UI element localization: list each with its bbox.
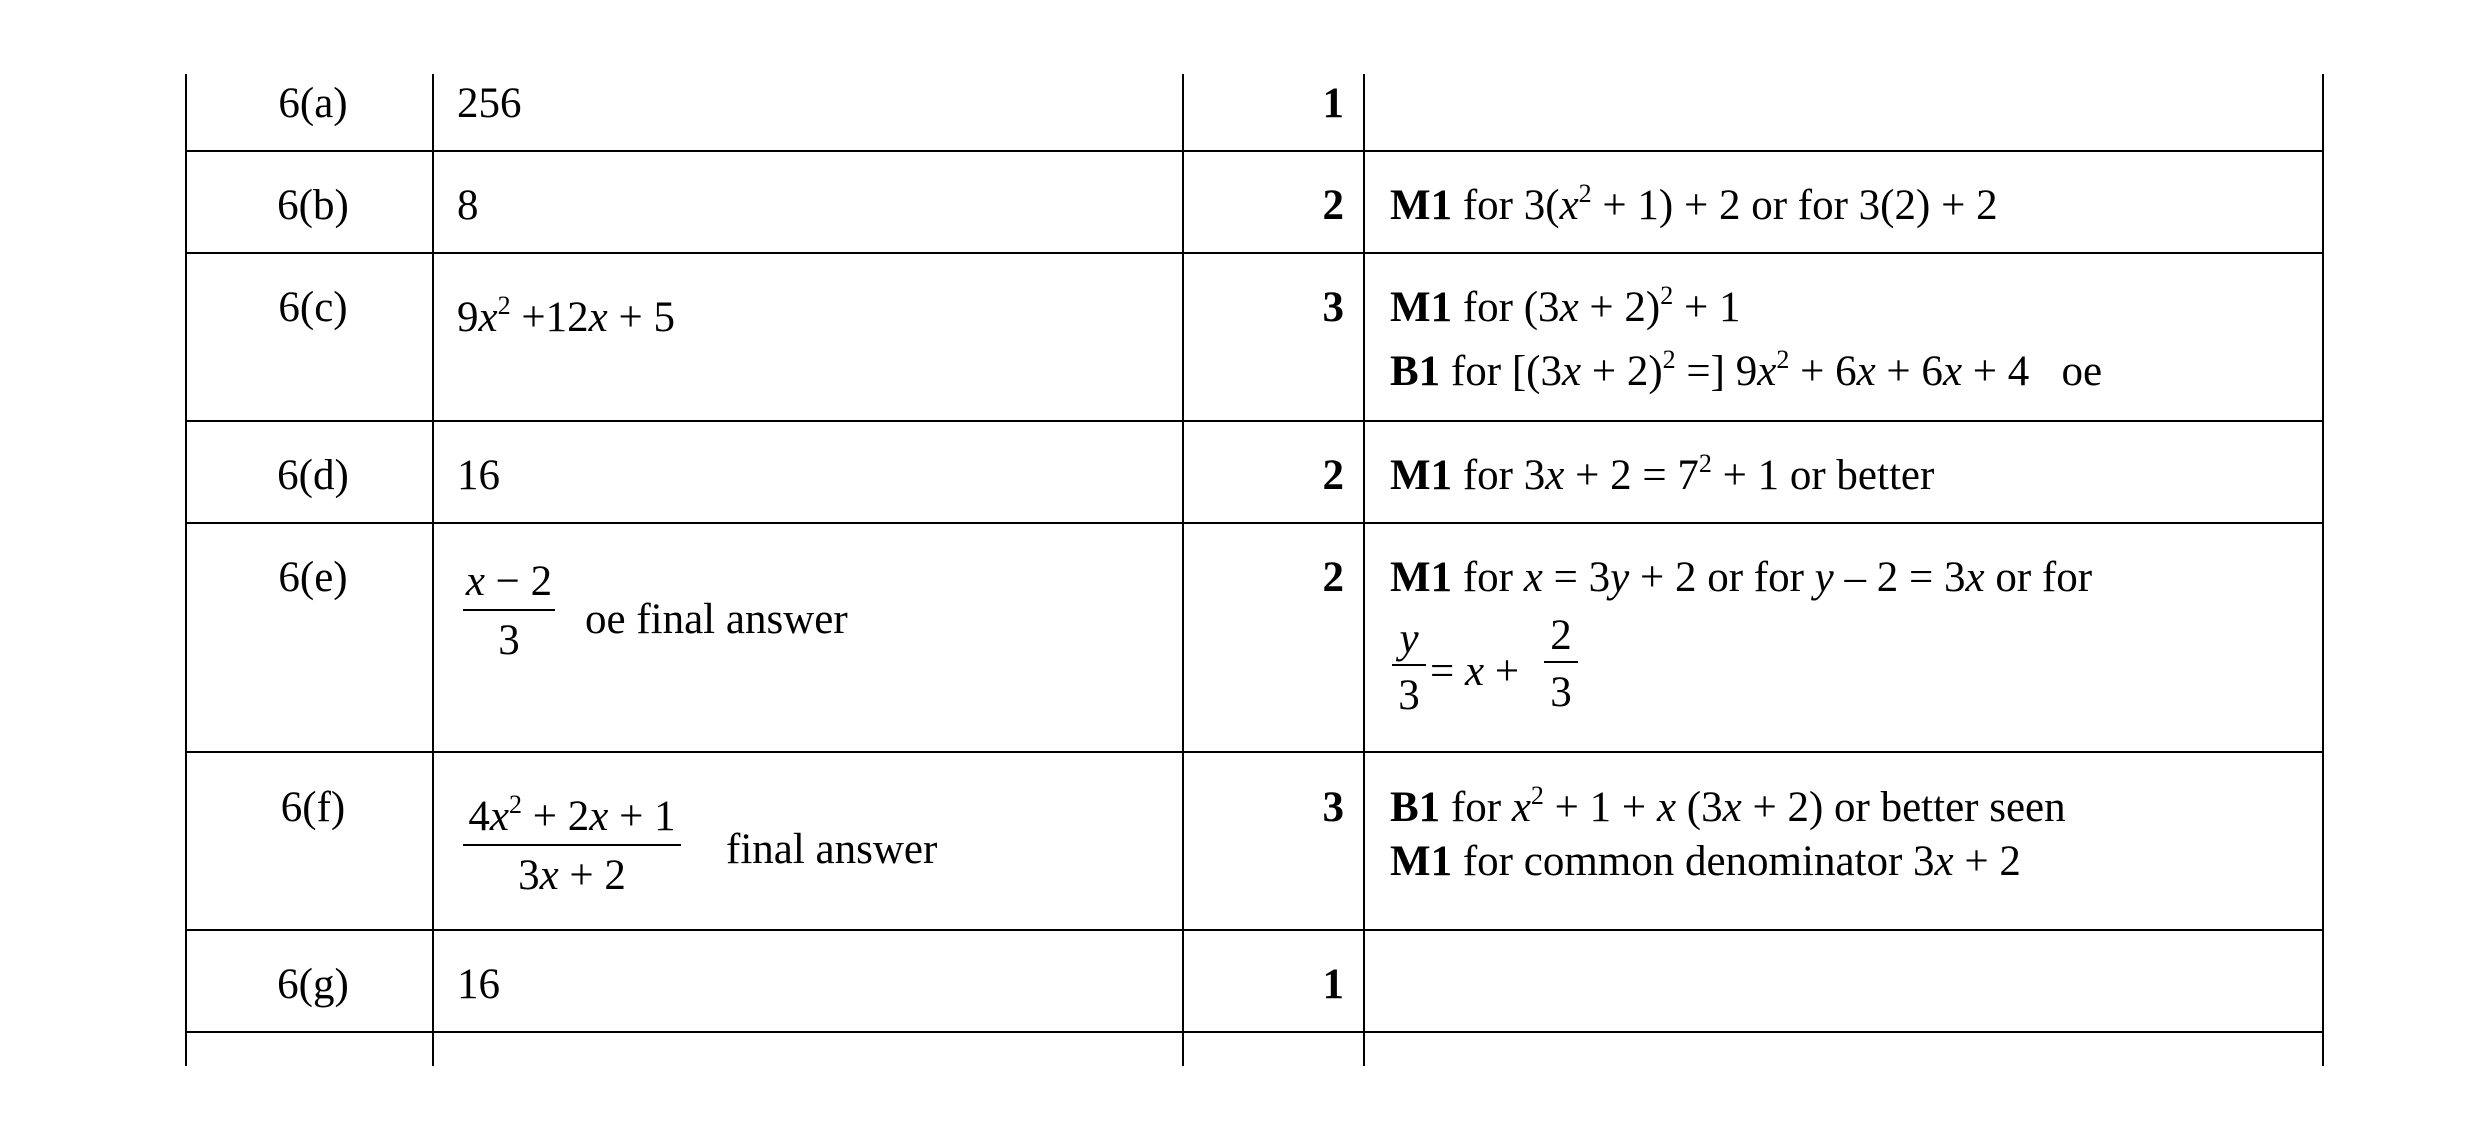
answer-var: x [489,793,509,840]
guidance-text: = [1430,648,1466,695]
fraction-denominator: 3 [498,617,520,664]
mark-code: M1 [1390,284,1453,331]
row-divider [185,150,2324,152]
fraction-numerator: 2 [1550,612,1572,659]
guidance-text: for [1462,554,1524,601]
guidance-text: – 2 = 3 [1833,554,1966,601]
mark-code: M1 [1390,554,1453,601]
mark: 1 [1322,961,1344,1008]
fraction-numerator: y [1399,615,1419,662]
answer: 256 [457,80,522,127]
answer-var: x [589,793,609,840]
mark: 2 [1322,554,1344,601]
superscript: 2 [508,790,522,819]
guidance-var: x [1722,784,1742,831]
mark: 3 [1322,784,1344,831]
answer-var: x [478,294,498,341]
guidance-var: x [1511,784,1531,831]
answer [457,291,675,341]
answer-fraction [463,560,555,662]
guidance-text: for 3( [1462,182,1560,229]
fraction-bar [463,844,681,846]
superscript: 2 [1660,281,1674,310]
guidance-text: + 1 + [1543,784,1657,831]
answer-text: +12 [510,294,589,341]
question-number: 6(d) [277,452,349,499]
answer-var: x [539,852,559,899]
mark: 2 [1322,452,1344,499]
fraction-bar [463,609,555,611]
answer-var: x [588,294,608,341]
guidance-var: x [1561,348,1582,395]
row-divider [185,420,2324,422]
guidance-text: + [1484,648,1520,695]
guidance-text: for [1450,784,1512,831]
guidance-fraction-2 [1544,614,1578,714]
guidance-text: + 2) [1578,284,1661,331]
answer-text: 9 [457,294,479,341]
answer-text: + 5 [607,294,675,341]
guidance [1390,179,1998,229]
fraction-bar [1392,664,1426,666]
guidance-fraction-1 [1392,617,1426,717]
mark: 2 [1322,182,1344,229]
mark-code: M1 [1390,838,1453,885]
answer-text: 3 [518,852,540,899]
guidance-var: x [1942,348,1963,395]
answer-suffix: oe final answer [585,596,848,643]
answer: 16 [457,961,500,1008]
superscript: 2 [1662,345,1676,374]
guidance-var: y [1814,554,1834,601]
question-number: 6(g) [277,961,349,1008]
guidance-line-2 [1390,345,2103,395]
row-divider [185,522,2324,524]
superscript: 2 [497,291,511,320]
fraction-numerator [463,560,555,603]
guidance-text: for common denominator 3 [1462,838,1935,885]
guidance-text: + 4 [1962,348,2030,395]
guidance-text: + 1) + 2 or for 3(2) + 2 [1591,182,1998,229]
guidance-var: x [1545,452,1565,499]
superscript: 2 [1578,179,1592,208]
guidance-var: x [1465,648,1485,695]
mark: 1 [1322,80,1344,127]
guidance-line-1 [1390,781,2066,831]
row-divider [185,751,2324,753]
guidance-text: for 3 [1462,452,1546,499]
guidance-text: + 6 [1875,348,1943,395]
guidance-line-1 [1390,281,1741,331]
guidance-var: x [1856,348,1876,395]
guidance-equation [1430,650,1519,693]
superscript: 2 [1776,345,1790,374]
guidance-var: y [1610,554,1630,601]
row-divider [185,252,2324,254]
answer: 16 [457,452,500,499]
guidance-text: for [(3 [1450,348,1562,395]
guidance-text: =] 9 [1675,348,1758,395]
mark: 3 [1322,284,1344,331]
guidance-text: + 2 or for [1629,554,1815,601]
answer-text: − 2 [484,558,553,605]
guidance-text: + 6 [1789,348,1857,395]
superscript: 2 [1530,781,1544,810]
question-number: 6(b) [277,182,349,229]
guidance-text: + 1 or better [1711,452,1935,499]
guidance-var: x [1934,838,1954,885]
fraction-denominator [463,854,681,897]
answer: 8 [457,182,479,229]
answer-fraction [463,790,681,899]
table-border-left [185,74,187,1066]
question-number: 6(e) [278,554,348,601]
guidance-text: or for [1984,554,2093,601]
mark-code: M1 [1390,452,1453,499]
guidance-text: + 1 [1673,284,1741,331]
answer-var: x [465,558,485,605]
guidance-var: x [1965,554,1985,601]
table-border-right [2322,74,2324,1066]
superscript: 2 [1698,449,1712,478]
question-number: 6(f) [280,784,346,831]
question-number: 6(a) [278,80,348,127]
guidance-var: x [1559,284,1579,331]
fraction-numerator [463,790,681,840]
mark-code: B1 [1390,784,1441,831]
guidance-text: oe [2061,348,2103,395]
answer-suffix: final answer [726,826,938,873]
answer-text: + 2 [521,793,590,840]
guidance-line-2 [1390,840,2021,883]
guidance-text: + 2) [1581,348,1663,395]
guidance-var: x [1757,348,1777,395]
guidance-text: + 2 = 7 [1564,452,1699,499]
fraction-bar [1544,661,1578,663]
guidance-text: (3 [1676,784,1723,831]
column-divider-1 [432,74,434,1066]
guidance-text: + 2) or better seen [1741,784,2066,831]
question-number: 6(c) [278,284,348,331]
answer-text: + 1 [608,793,676,840]
row-divider [185,929,2324,931]
guidance-text: = 3 [1542,554,1611,601]
row-divider [185,1031,2324,1033]
guidance-text: for (3 [1462,284,1560,331]
guidance-var: x [1523,554,1543,601]
fraction-denominator: 3 [1550,669,1572,716]
mark-code: B1 [1390,348,1441,395]
fraction-denominator: 3 [1398,672,1420,719]
guidance-var: x [1656,784,1677,831]
column-divider-3 [1363,74,1365,1066]
column-divider-2 [1182,74,1184,1066]
answer-text: + 2 [558,852,626,899]
answer-text: 4 [468,793,490,840]
mark-code: M1 [1390,182,1453,229]
guidance-text: + 2 [1953,838,2021,885]
guidance-var: x [1559,182,1579,229]
guidance-line-1 [1390,556,2092,599]
guidance [1390,449,1935,499]
